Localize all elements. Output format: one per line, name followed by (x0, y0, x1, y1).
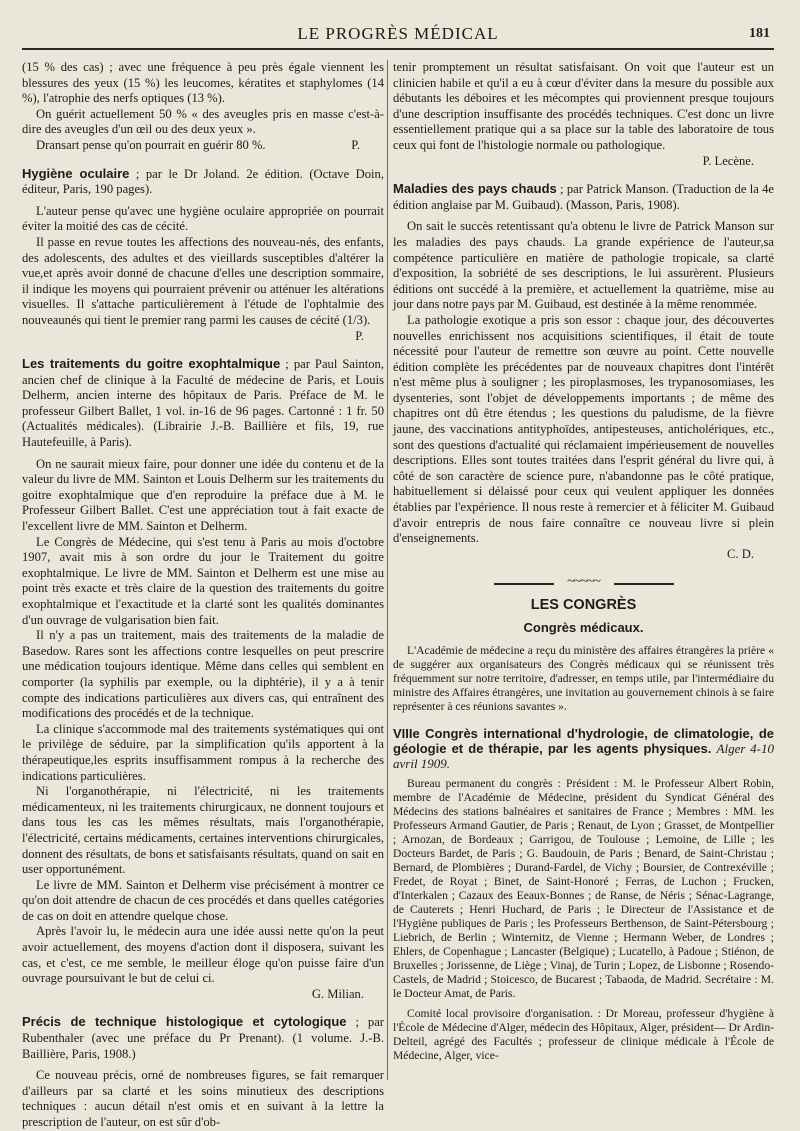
review-heading (22, 1014, 384, 1062)
paragraph: La clinique s'accommode mal des traitements systématiques qui ont le privilège de séduire, par la simplification qu'ils apportent à la thérapeutique,les esprits insuffisamment rompus à la recherche des indications particulières. (22, 721, 384, 783)
paragraph: On guérit actuellement 50 % « des aveugles pris en masse c'est-à-dire des aveugles d'un œil ou des deux yeux ». (22, 106, 384, 137)
paragraph-text: Dransart pense qu'on pourrait en guérir 80 %. (36, 137, 266, 152)
signature: G. Milian. (311, 986, 364, 1001)
paragraph: Il n'y a pas un traitement, mais des traitements de la maladie de Basedow. Rares sont les affections contre lesquelles on peut prescrire une médication toujours identique. Même dans celles qui semblent en comporter (la syphilis par exemple, ou la diphtérie), il y a à tenir compte des indications particulières aux divers cas, qui entraînent des modifications des procédés et de la technique. (22, 628, 384, 721)
paragraph: On ne saurait mieux faire, pour donner une idée du contenu et de la valeur du livre de MM. Sainton et Louis Delherm sur les traitements du goitre exophtalmique que d'en reproduire la préface due à M. le Professeur Gilbert Ballet. C'est une appréciation tout à fait exacte de l'excellent livre de MM. Sainton et Delherm. (22, 456, 384, 534)
signature: P. Lecène. (702, 153, 754, 168)
paragraph: Le Congrès de Médecine, qui s'est tenu à Paris au mois d'octobre 1907, avait mis à son ordre du jour le Traitement du goitre exophtalmique. Le livre de MM. Sainton et Delherm est une mise au point très exacte et très claire de la question des traitements du goitre exophtalmique et l'exactitude et la clarté sont les qualités dominantes d'un ouvrage de vulgarisation bien fait. (22, 534, 384, 627)
review-citation: ; par le Dr Joland. 2e édition. (Octave Doin, éditeur, Paris, 190 pages). (22, 166, 384, 197)
section-title: LES CONGRÈS (530, 597, 637, 614)
section-subtitle: Congrès médicaux. (523, 620, 644, 635)
left-column (22, 60, 384, 1131)
paragraph: (15 % des cas) ; avec une fréquence à peu près égale viennent les blessures des yeux (15 %) les leucomes, kératites et staphylomes (14 %), l'atrophie des nerfs optiques (13 %). (22, 60, 384, 106)
ornamental-separator (494, 580, 674, 588)
paragraph: Comité local provisoire d'organisation. : Dr Moreau, professeur d'hygiène à l'École de Médecine d'Alger, médecin des Hôpitaux, Alger, président— Dr Ardin-Delteil, agrégé des Facultés ; professeur de clinique médicale à l'École de Médecine, Alger, vice- (393, 1006, 774, 1062)
review-heading (22, 356, 384, 451)
review-heading (393, 181, 774, 213)
congress-heading (393, 726, 774, 771)
review-title: Maladies des pays chauds (393, 181, 557, 197)
paragraph: Le livre de MM. Sainton et Delherm vise précisément à montrer ce qu'on doit attendre de chacun de ces procédés et dans quelles catégories de cas on doit en attendre quelque chose. (22, 877, 384, 923)
paragraph: Ni l'organothérapie, ni l'électricité, ni les traitements médicamenteux, ni les traitements chirurgicaux, ne donnent toujours et dans tous les cas les mêmes résultats, mais l'organothérapie, l'électricité, certains médicaments, certaines interventions chirurgicales, donnent des résultats, de bons et satisfaisants résultats, quand on sait en user opportunément. (22, 784, 384, 877)
congress-title: VIIIe Congrès international d'hydrologie, de climatologie, de géologie et de thérapie, par les agents physiques. (393, 725, 774, 756)
paragraph: Après l'avoir lu, le médecin aura une idée aussi nette qu'on la peut avoir actuellement, des moyens d'action dont il disposera, suivant les cas, et c'est, ce me semble, le meilleur éloge qu'on puisse faire d'un ouvrage poursuivant le but de celui ci. (22, 924, 384, 986)
review-heading (22, 166, 384, 198)
paragraph: L'auteur pense qu'avec une hygiène oculaire appropriée on pourrait éviter la moitié des cas de cécité. (22, 203, 384, 234)
review-title: Les traitements du goitre exophtalmique (22, 356, 281, 372)
paragraph: tenir promptement un résultat satisfaisant. On voit que l'auteur est un clinicien habile et qu'il a eu à cœur d'éviter dans la mesure du possible aux débutants les déboires et les mécomptes qui proviennent presque toujours d'une description insuffisante des procédés techniques. C'est donc un livre essentiellement pratique qui a sa place sur la table des laboratoire de tous ceux qui font de l'histologie normale ou pathologique. (393, 60, 774, 152)
column-divider (387, 60, 388, 1080)
signature: C. D. (727, 546, 754, 561)
review-citation: ; par Rubenthaler (avec une préface du Pr Prenant). (1 volume. J.-B. Baillière, Paris, 1908.) (22, 1015, 384, 1061)
paragraph: On sait le succès retentissant qu'a obtenu le livre de Patrick Manson sur les maladies des pays chauds. La grande expérience de l'auteur,sa compétence particulière en matière de pathologie tropicale, sa clarté d'exposition, la sobriété de ses descriptions, le lui assurèrent. Plusieurs éditions ont succédé à la première, et actuellement la quatrième, mise au jour dans notre pays par M. Guibaud, est destinée à la même renommée. (393, 219, 774, 312)
signature: P. (351, 137, 360, 152)
page-number: 181 (749, 26, 770, 41)
journal-title: LE PROGRÈS MÉDICAL (297, 24, 499, 43)
paragraph: Il passe en revue toutes les affections des nouveau-nés, des enfants, des adolescents, des adultes et des vieillards susceptibles d'altérer la vue,et après avoir donné de chacune d'elles une description sommaire, il indique les moyens qui pourraient prévenir ou atténuer les altérations visuelles. Il s'attache particulièrement à l'étude de l'ophtalmie des nouveaunés qui tient le premier rang parmi les causes de cécité (1/3). (22, 234, 384, 327)
paragraph (22, 138, 384, 154)
paragraph: La pathologie exotique a pris son essor : chaque jour, des découvertes nouvelles enrichissent nos acquisitions scientifiques, il était de toute nécessité pour l'auteur de remettre son œuvre au point. Cette nouvelle édition complète les précédentes par de nouveaux chapitres dont l'intérêt n'est même plus à souligner ; les piroplasmoses, les trypanosomiases, les dysenteries, sont l'objet de développements importants ; de même des chapitres ont dû être étendus ; les questions du paludisme, de la fièvre jaune, des vaccinations antityphoïdes, antipesteuses, anticholériques, etc., sont des questions d'actualité qui réclamaient impérieusement de nouvelles descriptions. Elles sont toutes traitées dans l'esprit général du livre qui, à côté de son caractère de science pure, n'abandonne pas le côté pratique, habituellement si délaissé pour ceux qui veulent appliquer les données établies par l'expérience. Il nous reste à remercier et à féliciter M. Guibaud d'avoir entrepris de nous faire connaître ce nouveau livre si plein d'enseignements. (393, 312, 774, 546)
review-citation: ; par Paul Sainton, ancien chef de clinique à la Faculté de médecine de Paris, et Louis Delherm, ancien interne des hôpitaux de Paris. Préface de M. le professeur Gilbert Ballet, 1 vol. in-16 de 96 pages. Cartonné : 1 fr. 50 (Actualités médicales). (Librairie J.-B. Baillière et fils, 19, rue Hautefeuille, à Paris). (22, 357, 384, 450)
review-title: Hygiène oculaire (22, 165, 130, 181)
right-column (393, 60, 774, 1063)
paragraph: Bureau permanent du congrès : Président : M. le Professeur Albert Robin, membre de l'Académie de Médecine, président du Syndicat Général des Médecins des stations balnéaires et sanitaires de France ; Membres : MM. les Professeurs Armand Gautier, de Paris ; Renaut, de Lyon ; Grasset, de Montpellier ; Arnozan, de Bordeaux ; Garrigou, de Toulouse ; Lemoine, de Lille ; les Docteurs Bardet, de Paris ; G. Baudouin, de Paris ; Benard, de Saint-Christau ; Bernard, de Plombières ; Durand-Fardel, de Vichy ; Boursier, de Contrexéville ; Fredet, de Royat ; Binet, de Saint-Honoré ; Ferras, de Luchon ; Frucken, d'Interkalen ; Cazaux des Eeaux-Bonnes ; de Ranse, de Néris ; Sénac-Lagrange, de Cauterets ; Henri Huchard, de Paris ; le Directeur de l'Assistance et de l'Hygiène publiques de Paris ; les Professeurs Berthenson, de Saint-Pétersbourg ; Liebrich, de Berlin ; Winternitz, de Vienne ; Hermann Weber, de Londres ; Ehlers, de Copenhague ; Lancaster (Belgique) ; Lucatello, à Padoue ; Stiénon, de Bruxelles ; Jorissenne, de Liège ; Vinaj, de Turin ; Lopez, de Lisbonne ; Rosendo-Castels, de Madrid ; Stoicesco, de Bucarest ; Tabaoda, de Madrid. Secrétaire : M. le Docteur Amat, de Paris. (393, 776, 774, 1000)
review-citation: ; par Patrick Manson. (Traduction de la 4e édition anglaise par M. Guibaud). (Masson, Paris, 1908). (393, 182, 774, 212)
running-header (22, 24, 774, 50)
review-title: Précis de technique histologique et cytologique (22, 1014, 347, 1030)
paragraph: L'Académie de médecine a reçu du ministère des affaires étrangères la prière « de suggérer aux organisateurs des Congrès médicaux qui se réunissent très fréquemment sur notre territoire, d'adresser, en temps utile, par l'intermédiaire du ministre des Affaires étrangères, une invitation au gouvernement chinois à se faire représenter à ces réunions savantes ». (393, 643, 774, 713)
signature: P. (355, 328, 364, 343)
paragraph: Ce nouveau précis, orné de nombreuses figures, se fait remarquer d'ailleurs par sa clarté et les soins minutieux des descriptions techniques : aucun détail n'est omis et en suivant à la lettre la prescription de l'auteur, on est sûr d'ob- (22, 1068, 384, 1129)
congress-place-date: Alger 4-10 avril 1909. (393, 740, 774, 771)
